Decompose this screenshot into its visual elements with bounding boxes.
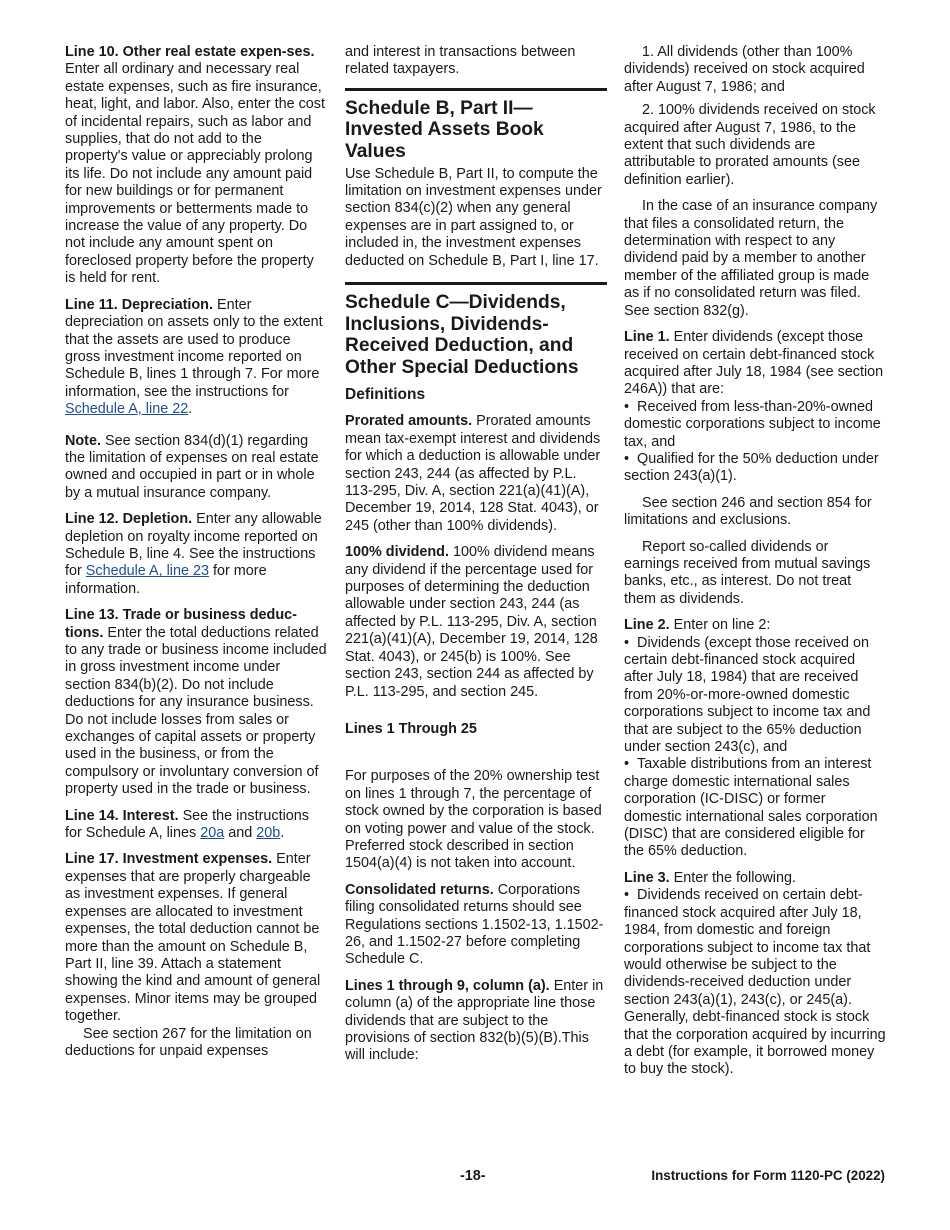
consolidated-returns-paragraph	[345, 882, 607, 969]
column-middle	[345, 44, 607, 1074]
ownership-test-paragraph: For purposes of the 20% ownership test on lines 1 through 7, the percentage of stock owned by the corporation is based on voting power and value of the stock. Preferred stock described in section 1504(a)(4) is not taken into account.	[345, 768, 602, 872]
lines-1-9-text: Enter in column (a) of the appropriate line those dividends that are subject to the provisions of section 832(b)(5)(B).This will include:	[345, 977, 604, 1064]
line-13-heading: Line 13. Trade or business deduc-tions.	[65, 607, 297, 641]
line-14-heading: Line 14. Interest.	[65, 807, 179, 824]
line-20a-link[interactable]: 20a	[200, 825, 225, 842]
line-10-text: Enter all ordinary and necessary real estate expenses, such as fire insurance, heat, light, and labor. Also, enter the cost of incidental repairs, such as labor and supplies, that do not add to the property's value or appreciably prolong its life. Do not include any amount paid for new buildings or for permanent improvements or betterments made to increase the value of any property. Do not include any amount spent on foreclosed property before the property is held for rent.	[65, 61, 326, 287]
line-17-paragraph	[65, 851, 327, 1025]
line-20b-link[interactable]: 20b	[256, 825, 281, 842]
line-14-paragraph: Line 14. Interest. See the instructions for Schedule A, lines 20a and 20b.	[65, 807, 309, 842]
line-2-bullet-1: • Dividends (except those received on certain debt-financed stock acquired after July 18, 1984) that are received from 20%-or-more-owned domestic corporations subject to income tax and that are subject to the 65% deduction under section 243(c), and	[624, 635, 886, 757]
dividend-100-paragraph	[345, 544, 607, 701]
line-11-text: Enter depreciation on assets only to the extent that the assets are used to produce gross investment income reported on Schedule B, lines 1 through 7. For more information, see the instructions for	[65, 296, 323, 400]
continuation-paragraph: and interest in transactions between related taxpayers.	[345, 44, 576, 78]
line-3-text: Enter the following.	[673, 869, 796, 886]
insurance-company-paragraph: In the case of an insurance company that files a consolidated return, the determination with respect to any dividend paid by a member to another member of the affiliated group is made as if no consolidated return was filed. See section 832(g).	[624, 198, 878, 319]
lines-1-9-paragraph	[345, 978, 607, 1065]
line-12-text: Enter any allowable depletion on royalty income reported on Schedule B, line 4. See the instructions for	[65, 511, 322, 580]
lines-1-through-25-heading: Lines 1 Through 25	[345, 720, 477, 737]
line-1-heading: Line 1.	[624, 329, 670, 346]
line-12-heading: Line 12. Depletion.	[65, 511, 193, 528]
schedule-b-paragraph: Use Schedule B, Part II, to compute the limitation on investment expenses under section 834(c)(2) when any general expenses are in part assigned to, or included in, the investment expenses deducted on Schedule B, Part I, line 17.	[345, 165, 602, 269]
line-17-text: Enter expenses that are properly chargeable as investment expenses. If general expenses are allocated to investment expenses, the total deduction cannot be more than the amount on Schedule B, Part II, line 39. Attach a statement showing the kind and amount of general expenses. Minor items may be grouped together.	[65, 851, 321, 1025]
column-right	[624, 44, 886, 1079]
list-item-1: 1. All dividends (other than 100% dividends) received on stock acquired after August 7, 1986; and	[624, 44, 865, 95]
line-3-paragraph	[624, 870, 886, 887]
line-3-bullet-1: • Dividends received on certain debt-financed stock acquired after July 18, 1984, from domestic and foreign corporations subject to income tax that would otherwise be subject to the dividends-received deduction under section 243(a)(1), 243(c), or 245(a). Generally, debt-financed stock is stock that the corporation acquired by incurring a debt (for example, it borrowed money to buy the stock).	[624, 887, 886, 1078]
section-246-paragraph: See section 246 and section 854 for limitations and exclusions.	[624, 494, 872, 529]
line-12-paragraph	[65, 511, 327, 598]
mutual-savings-paragraph: Report so-called dividends or earnings received from mutual savings banks, etc., as interest. Do not treat them as dividends.	[624, 538, 871, 607]
line-1-bullet-1: • Received from less-than-20%-owned domestic corporations subject to income tax, and	[624, 399, 886, 451]
line-11-heading: Line 11. Depreciation.	[65, 296, 213, 313]
line-12-tail: for more information.	[65, 563, 267, 597]
consolidated-returns-heading: Consolidated returns.	[345, 881, 494, 898]
definitions-heading: Definitions	[345, 386, 426, 404]
line-11-paragraph: Line 11. Depreciation. Enter depreciation on assets only to the extent that the assets are used to produce gross investment income reported on Schedule B, lines 1 through 7. For more information, see the instructions for Schedule A, line 22.	[65, 296, 323, 418]
list-item-2: 2. 100% dividends received on stock acquired after August 7, 1986, to the extent that such dividends are attributable to prorated amounts (see definition earlier).	[624, 102, 876, 188]
line-10-paragraph	[65, 44, 327, 288]
line-13-text: Enter the total deductions related to any trade or business income included in gross investment income under section 834(b)(2). Do not include deductions for any insurance business. Do not include losses from sales or exchanges of capital assets or property used in the business, or from the compulsory or involuntary conversion of property used in the trade or business.	[65, 624, 327, 798]
schedule-b-part-ii-heading: Schedule B, Part II—Invested Assets Book Values	[345, 97, 544, 162]
section-divider	[345, 282, 607, 285]
note-text: See section 834(d)(1) regarding the limitation of expenses on real estate owned and occupied in part or in whole by a mutual insurance company.	[65, 432, 319, 501]
line-14-text: See the instructions for Schedule A, lines	[65, 807, 309, 842]
line-2-paragraph	[624, 617, 886, 634]
lines-1-9-heading: Lines 1 through 9, column (a).	[345, 977, 550, 994]
line-3-heading: Line 3.	[624, 869, 670, 886]
line-1-bullet-2: • Qualified for the 50% deduction under section 243(a)(1).	[624, 451, 886, 486]
section-267-paragraph: See section 267 for the limitation on deductions for unpaid expenses	[65, 1025, 312, 1059]
prorated-amounts-text: Prorated amounts mean tax-exempt interest and dividends for which a deduction is allowable under section 243, 244 (as affected by P.L. 113-295, Div. A, section 221(a)(41)(A), December 19, 2014, 128 Stat. 4043), or 245 (other than 100% dividends).	[345, 413, 601, 534]
line-1-paragraph	[624, 329, 886, 399]
note-paragraph	[65, 433, 327, 503]
dividend-100-heading: 100% dividend.	[345, 544, 449, 561]
prorated-amounts-paragraph	[345, 413, 607, 535]
schedule-a-line-22-link[interactable]: Schedule A, line 22	[65, 401, 189, 418]
dividend-100-text: 100% dividend means any dividend if the percentage used for purposes of determining the deduction allowable under section 243, 244 (as affected by P.L. 113-295, Div. A, section 221(a)(41)(A), December 19, 2014, 128 Stat. 4043), or 245(b) is 100%. See section 243, section 244 as affected by P.L. 113-295, and section 245.	[345, 544, 598, 700]
line-10-heading: Line 10. Other real estate expen-ses.	[65, 44, 315, 60]
form-title-footer: Instructions for Form 1120-PC (2022)	[651, 1168, 885, 1183]
line-14-and: and	[228, 825, 253, 842]
schedule-c-heading: Schedule C—Dividends, Inclusions, Dividends-Received Deduction, and Other Special Deductions	[345, 292, 579, 378]
line-1-text: Enter dividends (except those received on certain debt-financed stock acquired after July 18, 1984 (see section 246A)) that are:	[624, 329, 884, 398]
page-number: -18-	[460, 1168, 486, 1184]
column-left	[65, 44, 327, 1069]
line-2-heading: Line 2.	[624, 617, 670, 634]
line-17-heading: Line 17. Investment expenses.	[65, 851, 273, 868]
consolidated-returns-text: Corporations filing consolidated returns should see Regulations sections 1.1502-13, 1.1502-26, and 1.1502-27 before completing Schedule C.	[345, 881, 604, 968]
line-13-paragraph	[65, 607, 327, 798]
prorated-amounts-heading: Prorated amounts.	[345, 413, 473, 430]
section-divider	[345, 88, 607, 91]
schedule-a-line-23-link[interactable]: Schedule A, line 23	[85, 563, 210, 580]
note-heading: Note.	[65, 432, 101, 449]
line-2-bullet-2: • Taxable distributions from an interest charge domestic international sales corporation (IC-DISC) or former domestic international sales corporation (DISC) that are considered eligible for the 65% deduction.	[624, 756, 886, 860]
line-2-text: Enter on line 2:	[673, 617, 771, 634]
